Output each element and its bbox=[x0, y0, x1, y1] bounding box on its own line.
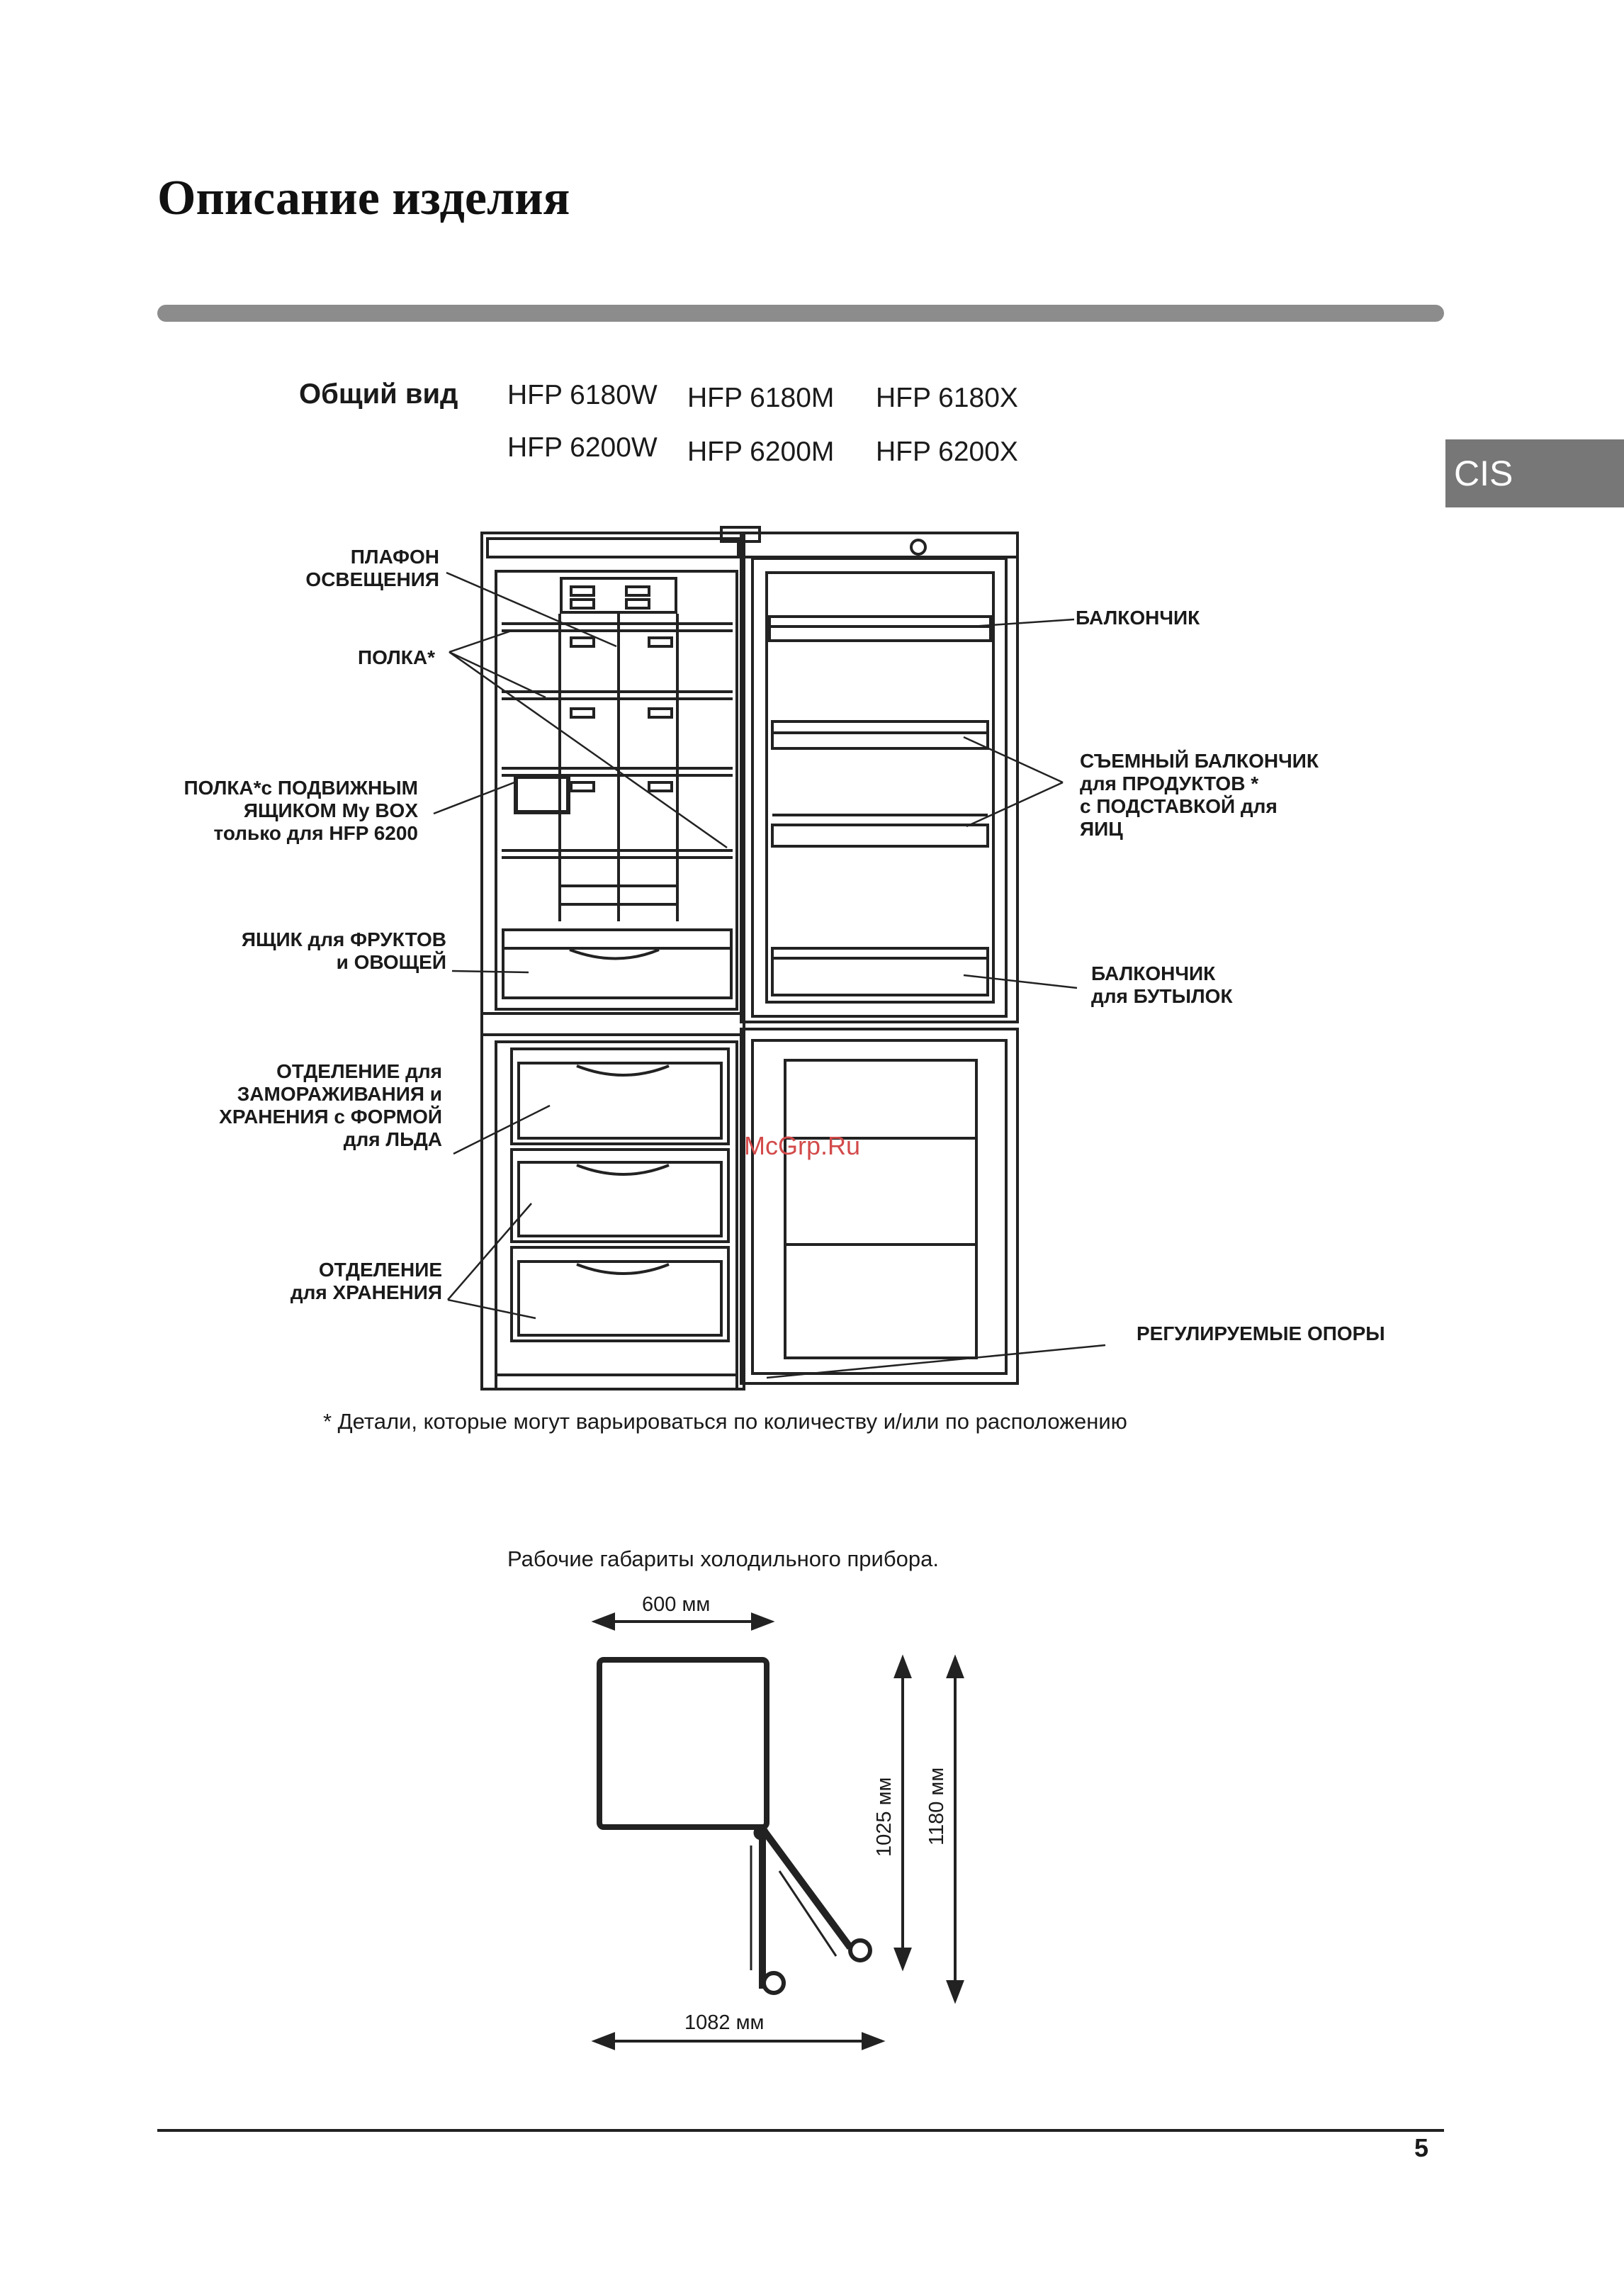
model-label: HFP 6180X bbox=[876, 383, 1018, 413]
section-subtitle: Общий вид bbox=[299, 378, 458, 410]
label-shelf-mybox: ПОЛКА*с ПОДВИЖНЫМ ЯЩИКОМ My BOX только для HFP 6200 bbox=[184, 777, 418, 844]
model-label: HFP 6180M bbox=[687, 383, 835, 413]
label-bottle-balcony: БАЛКОНЧИК для БУТЫЛОК bbox=[1091, 962, 1233, 1007]
label-storage: ОТДЕЛЕНИЕ для ХРАНЕНИЯ bbox=[290, 1259, 442, 1303]
dimension-depth-1: 1025 мм bbox=[873, 1777, 896, 1857]
footnote: * Детали, которые могут варьироваться по количеству и/или по расположению bbox=[323, 1409, 1127, 1434]
door-open-right bbox=[762, 1828, 850, 1948]
model-label: HFP 6200M bbox=[687, 437, 835, 467]
crisper-drawer bbox=[503, 948, 731, 998]
bottle-balcony bbox=[772, 948, 988, 995]
label-freezer: ОТДЕЛЕНИЕ для ЗАМОРАЖИВАНИЯ и ХРАНЕНИЯ с ФОРМОЙ для ЛЬДА bbox=[219, 1060, 442, 1150]
dimension-depth-open: 1082 мм bbox=[684, 2011, 765, 2034]
page-number: 5 bbox=[1414, 2133, 1429, 2162]
model-label: HFP 6200X bbox=[876, 437, 1018, 467]
label-balcony: БАЛКОНЧИК bbox=[1076, 607, 1200, 629]
dimensions-title: Рабочие габариты холодильного прибора. bbox=[507, 1546, 939, 1571]
model-label: HFP 6180W bbox=[507, 380, 658, 410]
top-panel bbox=[487, 539, 738, 557]
label-crisper: ЯЩИК для ФРУКТОВ и ОВОЩЕЙ bbox=[241, 928, 446, 973]
dimension-depth-2: 1180 мм bbox=[925, 1767, 948, 1846]
label-lamp: ПЛАФОН ОСВЕЩЕНИЯ bbox=[305, 546, 439, 590]
label-feet: РЕГУЛИРУЕМЫЕ ОПОРЫ bbox=[1137, 1322, 1385, 1344]
removable-balcony bbox=[772, 721, 988, 748]
model-label: HFP 6200W bbox=[507, 432, 658, 463]
label-shelf: ПОЛКА* bbox=[357, 646, 435, 668]
dimension-width: 600 мм bbox=[642, 1593, 711, 1616]
watermark: McGrp.Ru bbox=[744, 1131, 861, 1160]
fridge-topview bbox=[599, 1660, 767, 1827]
freezer-compartment bbox=[496, 1042, 737, 1389]
region-tab: CIS bbox=[1445, 439, 1624, 507]
crisper-lid bbox=[503, 930, 731, 948]
fridge-compartment bbox=[496, 571, 737, 1009]
page-title: Описание изделия bbox=[157, 171, 570, 225]
label-removable-balcony: СЪЕМНЫЙ БАЛКОНЧИК для ПРОДУКТОВ * с ПОДСТАВКОЙ для ЯИЦ bbox=[1080, 750, 1319, 840]
door-balcony bbox=[769, 617, 991, 641]
footer-rule bbox=[157, 2129, 1444, 2132]
